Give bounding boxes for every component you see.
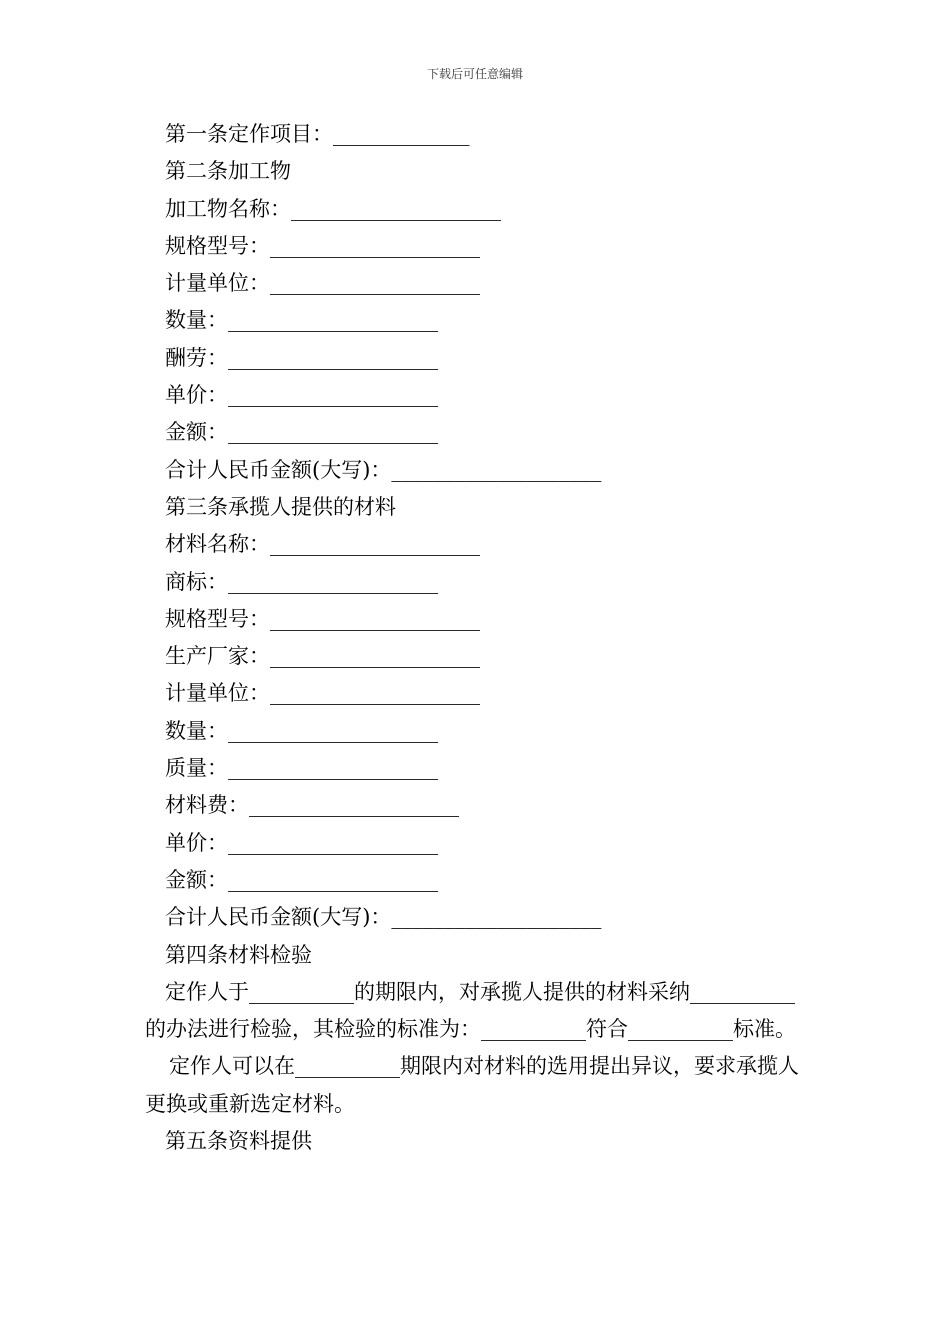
- form-field-line: 计量单位：____________________: [165, 681, 480, 706]
- document-body: [145, 116, 810, 1160]
- clause-line: 第一条定作项目：_____________: [165, 122, 470, 146]
- form-field-line: 质量：____________________: [165, 756, 438, 781]
- form-field-line: 金额：____________________: [165, 420, 438, 445]
- form-field-line: 数量：____________________: [165, 308, 438, 333]
- form-field-line: 规格型号：____________________: [165, 233, 480, 258]
- form-field-line: 合计人民币金额(大写)：____________________: [165, 457, 602, 482]
- form-field-line: 酬劳：____________________: [165, 345, 438, 370]
- page-header: 下载后可任意编辑: [426, 67, 523, 81]
- form-field-line: 单价：____________________: [165, 830, 438, 855]
- form-field-line: 商标：____________________: [165, 569, 438, 594]
- form-field-line: 材料名称：____________________: [165, 532, 480, 557]
- form-field-line: 材料费：____________________: [165, 793, 459, 818]
- form-field-line: 单价：____________________: [165, 383, 438, 408]
- form-field-line: 数量：____________________: [165, 718, 438, 743]
- clause-heading: 第二条加工物: [165, 159, 291, 184]
- form-field-line: 合计人民币金额(大写)：____________________: [165, 905, 602, 930]
- form-field-line: 规格型号：____________________: [165, 606, 480, 631]
- body-paragraph: 定作人可以在__________期限内对材料的选用提出异议，要求承揽人更换或重新选定材料。: [145, 1054, 799, 1116]
- form-field-line: 计量单位：____________________: [165, 271, 480, 296]
- clause-heading: 第五条资料提供: [165, 1129, 312, 1154]
- form-field-line: 生产厂家：____________________: [165, 644, 480, 669]
- clause-heading: 第三条承揽人提供的材料: [165, 494, 396, 519]
- clause-heading: 第四条材料检验: [165, 942, 312, 967]
- form-field-line: 金额：____________________: [165, 867, 438, 892]
- body-paragraph: 定作人于__________的期限内，对承揽人提供的材料采纳__________的办法进行检验，其检验的标准为：__________符合__________标准。: [145, 979, 796, 1042]
- form-field-line: 加工物名称：____________________: [165, 196, 501, 221]
